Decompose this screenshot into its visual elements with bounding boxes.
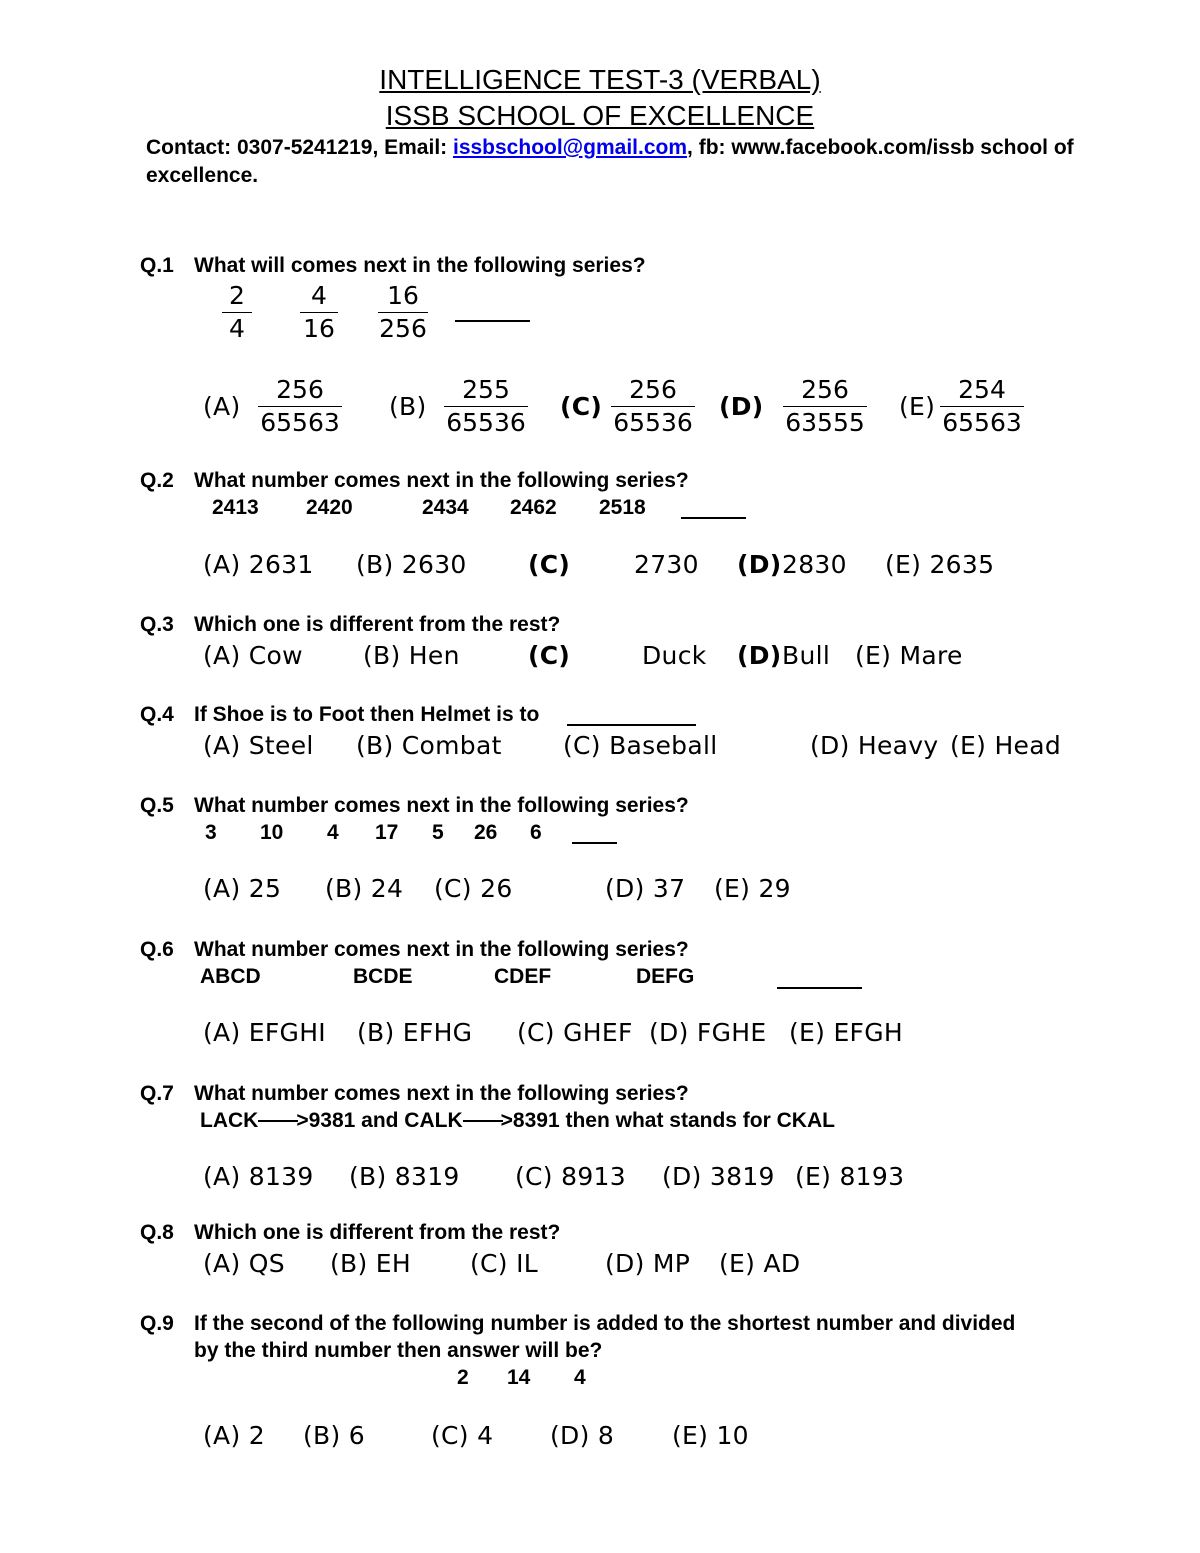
- option: (B) 24: [325, 874, 404, 903]
- option-label: (C): [528, 641, 571, 670]
- arrow-icon: [258, 1120, 298, 1122]
- option: (D) 37: [605, 874, 686, 903]
- series-item: 6: [530, 821, 542, 844]
- answer-blank: [572, 842, 617, 844]
- option: (B) 8319: [349, 1162, 460, 1191]
- series-fraction: $\frac{16}{256}$: [379, 281, 427, 343]
- option-fraction: $\frac{254}{65563}$: [940, 374, 1024, 439]
- option-label: (D): [719, 392, 764, 421]
- question-number: Q.6: [140, 938, 174, 961]
- option-value: Bull: [782, 641, 831, 670]
- email-link[interactable]: issbschool@gmail.com: [452, 136, 688, 159]
- option: (E) Head: [950, 731, 1062, 760]
- option: (A) 2: [203, 1421, 265, 1450]
- series-item: 17: [375, 821, 399, 844]
- question-number: Q.4: [140, 703, 174, 726]
- answer-blank: [455, 320, 530, 322]
- option: (E) 8193: [795, 1162, 905, 1191]
- question-text: What will comes next in the following series?: [194, 254, 646, 277]
- series-item: ABCD: [200, 965, 261, 988]
- option: (C) Baseball: [563, 731, 718, 760]
- option: (A) Cow: [203, 641, 303, 670]
- series-item: 2413: [212, 496, 259, 519]
- option: (D) MP: [605, 1249, 691, 1278]
- option: (E) EFGH: [789, 1018, 903, 1047]
- series-fraction: $\frac{4}{16}$: [300, 280, 338, 345]
- option-label: (D): [737, 550, 782, 579]
- question-number: Q.9: [140, 1312, 174, 1335]
- question-number: Q.2: [140, 469, 174, 492]
- answer-blank: [567, 724, 696, 726]
- option: (A) Steel: [203, 731, 314, 760]
- contact-info: [146, 134, 1146, 190]
- option: (B) 6: [303, 1421, 366, 1450]
- option: (D) 8: [550, 1421, 615, 1450]
- series-fraction: $\frac{2}{4}$: [222, 280, 252, 345]
- option: (A) 8139: [203, 1162, 314, 1191]
- series-item: 14: [507, 1366, 531, 1389]
- option: (A) EFGHI: [203, 1018, 326, 1047]
- option-label: (C): [560, 392, 603, 421]
- option-label: (B): [389, 392, 427, 421]
- option-label: (C): [528, 550, 571, 579]
- series-item: 5: [432, 821, 444, 844]
- option: (A) 2631: [203, 550, 314, 579]
- page-subtitle: ISSB SCHOOL OF EXCELLENCE: [385, 100, 815, 131]
- question-number: Q.8: [140, 1221, 174, 1244]
- question-number: Q.5: [140, 794, 174, 817]
- option: (D) FGHE: [649, 1018, 767, 1047]
- code-line: LACK >9381 and CALK >8391 then what stands for CKAL: [200, 1109, 835, 1132]
- option-label: (D): [737, 641, 782, 670]
- option: (C) GHEF: [517, 1018, 633, 1047]
- option: (A) QS: [203, 1249, 285, 1278]
- option-label: (E): [899, 392, 936, 421]
- question-number: Q.7: [140, 1082, 174, 1105]
- option: (B) Hen: [363, 641, 460, 670]
- series-item: 26: [474, 821, 498, 844]
- option: (E) 2635: [885, 550, 995, 579]
- series-item: 10: [260, 821, 284, 844]
- series-item: DEFG: [636, 965, 695, 988]
- question-text: Which one is different from the rest?: [194, 1221, 561, 1244]
- question-text: Which one is different from the rest?: [194, 613, 561, 636]
- series-item: 4: [327, 821, 339, 844]
- question-text: What number comes next in the following series?: [194, 1082, 689, 1105]
- page-title: INTELLIGENCE TEST-3 (VERBAL): [379, 64, 821, 95]
- option: (D) Heavy: [810, 731, 939, 760]
- series-item: BCDE: [353, 965, 413, 988]
- option: (A) 25: [203, 874, 282, 903]
- option-label: (A): [203, 392, 241, 421]
- question-text: by the third number then answer will be?: [194, 1339, 603, 1362]
- series-item: 2462: [510, 496, 557, 519]
- option: (B) EH: [330, 1249, 411, 1278]
- series-item: 2: [457, 1366, 469, 1389]
- question-number: Q.1: [140, 254, 174, 277]
- option-value: 2830: [782, 550, 847, 579]
- series-item: 4: [574, 1366, 586, 1389]
- option: (B) Combat: [356, 731, 502, 760]
- answer-blank: [681, 517, 746, 519]
- series-item: 2434: [422, 496, 469, 519]
- answer-blank: [777, 987, 862, 989]
- question-text: If Shoe is to Foot then Helmet is to: [194, 703, 540, 726]
- option: (B) EFHG: [357, 1018, 473, 1047]
- option: (C) 8913: [515, 1162, 626, 1191]
- series-item: CDEF: [494, 965, 552, 988]
- option: (C) 4: [431, 1421, 494, 1450]
- option-value: Duck: [642, 641, 707, 670]
- question-number: Q.3: [140, 613, 174, 636]
- question-text: What number comes next in the following series?: [194, 938, 689, 961]
- option: (B) 2630: [356, 550, 467, 579]
- option: (C) IL: [470, 1249, 539, 1278]
- arrow-icon: [463, 1120, 503, 1122]
- option-fraction: $\frac{256}{65563}$: [258, 374, 342, 439]
- option: (E) 29: [714, 874, 791, 903]
- contact-suffix: , fb: www.facebook.com/issb school of excellence.: [146, 136, 1074, 187]
- option-fraction: $\frac{256}{63555}$: [783, 374, 867, 439]
- option-value: 2730: [634, 550, 699, 579]
- option: (E) 10: [672, 1421, 749, 1450]
- series-item: 3: [205, 821, 217, 844]
- contact-prefix: Contact: 0307-5241219, Email:: [146, 136, 453, 159]
- question-text: If the second of the following number is added to the shortest number and divided: [194, 1312, 1016, 1335]
- series-item: 2420: [306, 496, 353, 519]
- option: (E) Mare: [855, 641, 963, 670]
- option: (E) AD: [719, 1249, 801, 1278]
- option-fraction: $\frac{256}{65536}$: [611, 374, 695, 439]
- option: (D) 3819: [662, 1162, 775, 1191]
- question-text: What number comes next in the following series?: [194, 469, 689, 492]
- option-fraction: $\frac{255}{65536}$: [444, 374, 528, 439]
- option: (C) 26: [434, 874, 513, 903]
- series-item: 2518: [599, 496, 646, 519]
- question-text: What number comes next in the following series?: [194, 794, 689, 817]
